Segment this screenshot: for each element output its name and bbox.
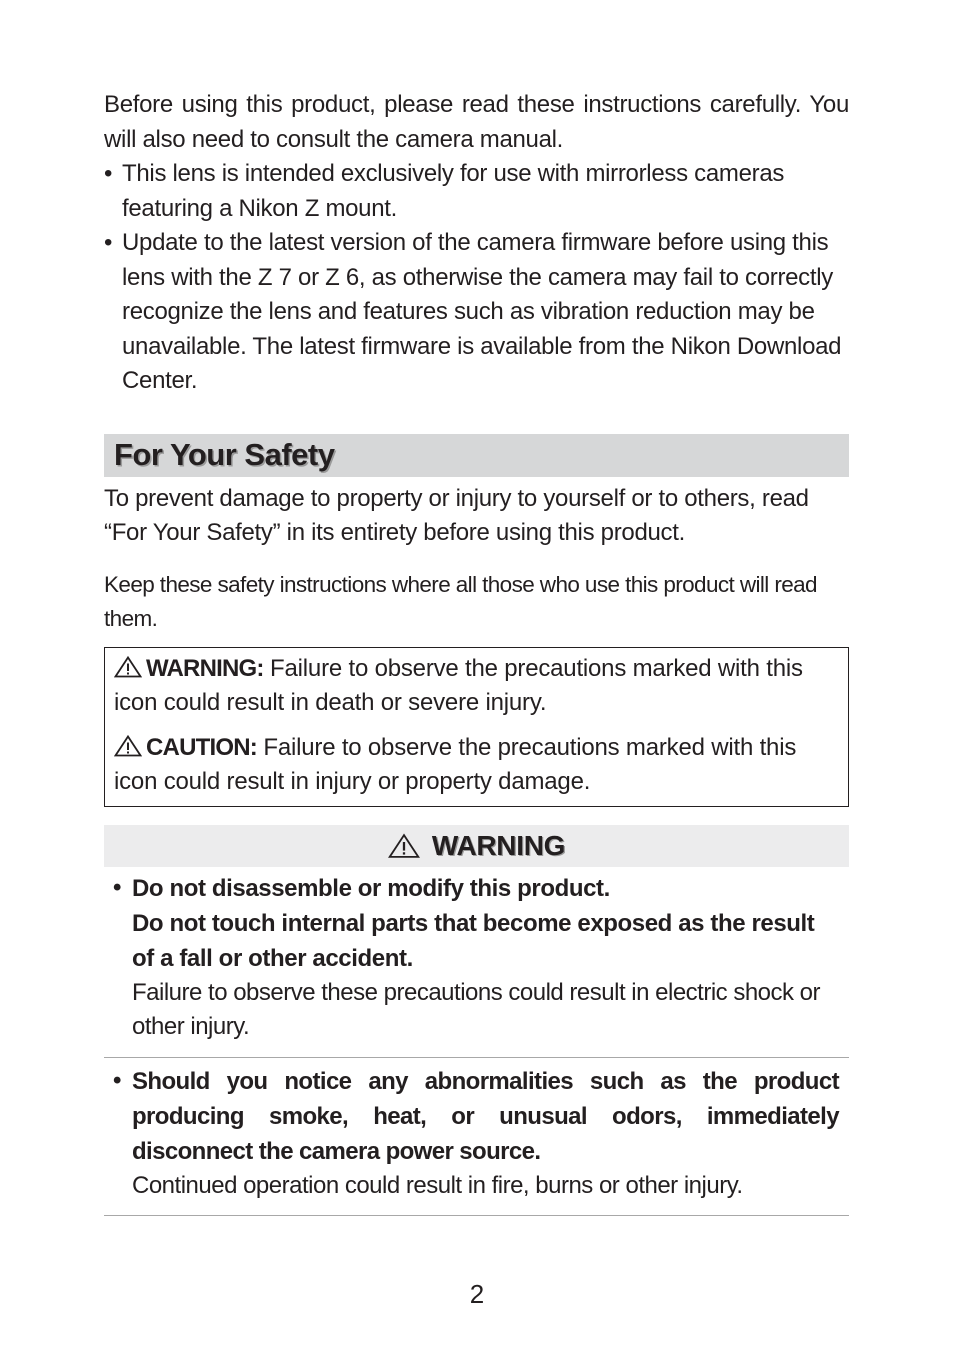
warning-triangle-icon: [114, 735, 142, 757]
safety-intro-paragraph: To prevent damage to property or injury to yourself or to others, read “For Your Safety” in its entirety before using this product.: [104, 484, 809, 546]
bullet-marker: •: [104, 160, 113, 187]
legend-caution-text: Failure to observe the precautions marked with this icon could result in injury or property damage.: [114, 733, 797, 795]
legend-caution: [114, 731, 838, 800]
section-heading-bar: [104, 434, 849, 477]
warning-triangle-icon: [388, 833, 420, 859]
manual-page: [104, 88, 849, 1216]
legend-caution-keyword: CAUTION:: [146, 733, 257, 761]
intro-paragraph: Before using this product, please read these instructions carefully. You will also need to consult the camera manual.: [104, 91, 849, 153]
section-title: For Your Safety: [114, 437, 335, 472]
bullet-marker: •: [104, 229, 113, 256]
warning-item-detail: Continued operation could result in fire, burns or other injury.: [132, 1171, 743, 1199]
warning-item: [104, 867, 849, 1058]
bullet-marker: •: [113, 873, 122, 901]
bullet-text: This lens is intended exclusively for use with mirrorless cameras featuring a Nikon Z mount.: [122, 160, 785, 222]
warning-item-heading: Should you notice any abnormalities such as the product producing smoke, heat, or unusual odors, immediately disconnect the camera power source.: [132, 1067, 839, 1165]
warning-item-heading: Do not touch internal parts that become exposed as the result of a fall or other accident.: [132, 909, 815, 972]
legend-warning-keyword: WARNING:: [146, 654, 264, 682]
warning-section-label: WARNING: [431, 829, 566, 861]
safety-keep-paragraph: Keep these safety instructions where all those who use this product will read them.: [104, 571, 817, 631]
list-item: [104, 226, 849, 399]
warning-triangle-icon: [114, 656, 142, 678]
legend-warning: [114, 652, 838, 721]
symbol-legend-box: [104, 647, 849, 807]
page-number: 2: [469, 1279, 485, 1309]
warning-item: [104, 1058, 849, 1217]
intro-bullet-list: [104, 157, 849, 399]
list-item: [104, 157, 849, 226]
warning-section-header: [104, 825, 849, 867]
bullet-text: Update to the latest version of the camera firmware before using this lens with the Z 7 or Z 6, as otherwise the camera may fail to correctly recognize the lens and features such as vibration reduction may be unavailable. The latest firmware is available from the Nikon Download Center.: [122, 229, 842, 394]
legend-warning-text: Failure to observe the precautions marked with this icon could result in death or severe injury.: [114, 654, 803, 716]
warning-item-heading: Do not disassemble or modify this product.: [132, 874, 610, 902]
bullet-marker: •: [113, 1066, 122, 1094]
warning-item-detail: Failure to observe these precautions could result in electric shock or other injury.: [132, 978, 821, 1040]
